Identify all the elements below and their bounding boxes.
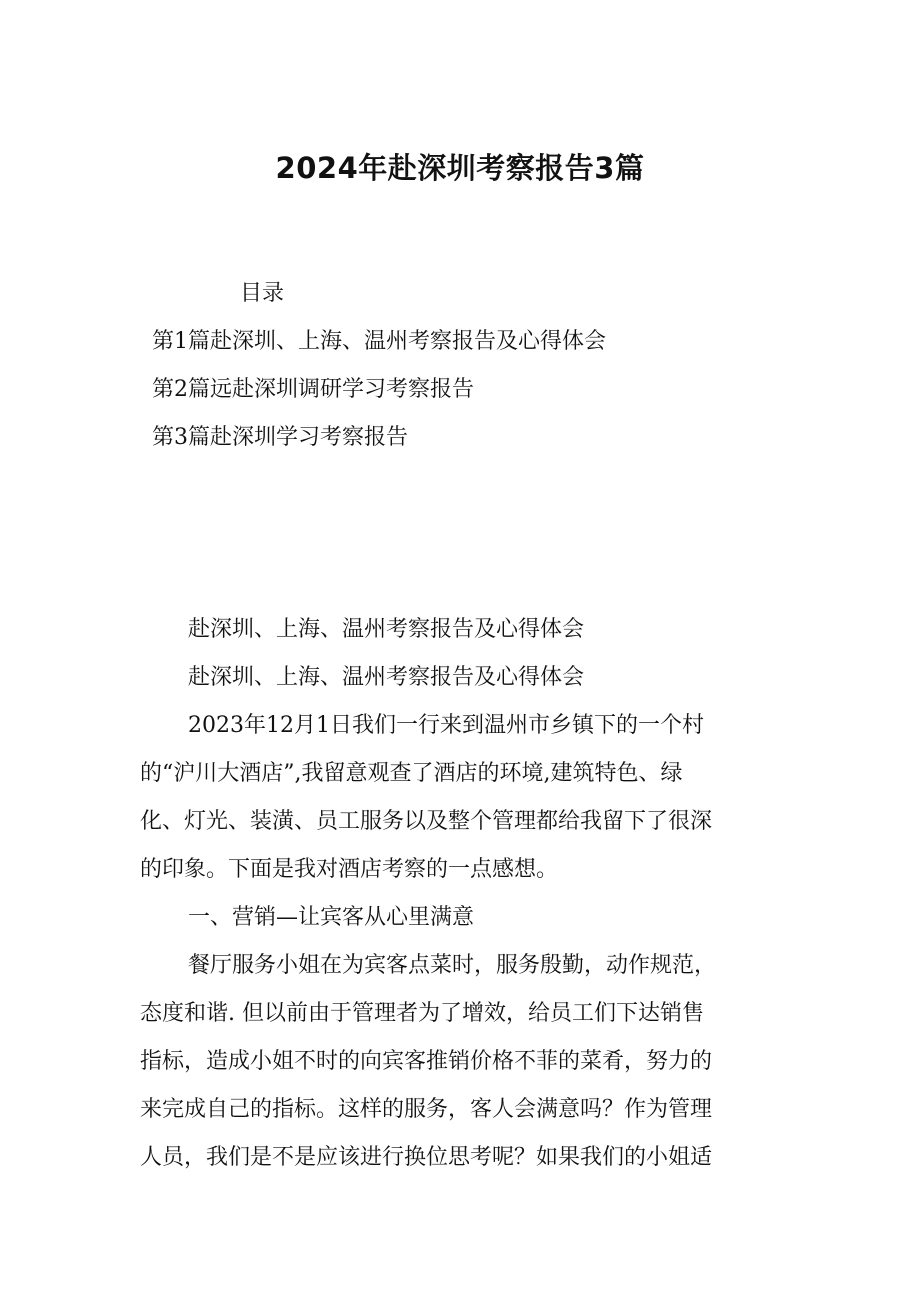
toc-heading: 目录 (240, 281, 285, 306)
section-subtitle: 赴深圳、上海、温州考察报告及心得体会 (188, 665, 585, 690)
paragraph-line: 指标，造成小姐不时的向宾客推销价格不菲的菜肴，努力的 (140, 1049, 713, 1074)
paragraph-line: 化、灯光、装潢、员工服务以及整个管理都给我留下了很深 (140, 809, 713, 834)
paragraph-line: 的印象。下面是我对酒店考察的一点感想。 (140, 857, 559, 882)
paragraph-line: 2023年12月1日我们一行来到温州市乡镇下的一个村 (188, 713, 704, 738)
toc-item-3[interactable]: 第3篇赴深圳学习考察报告 (152, 425, 408, 450)
paragraph-line: 人员，我们是不是应该进行换位思考呢？如果我们的小姐适 (140, 1145, 713, 1170)
paragraph-line: 的“沪川大酒店”,我留意观查了酒店的环境,建筑特色、绿 (140, 761, 683, 786)
toc-item-1[interactable]: 第1篇赴深圳、上海、温州考察报告及心得体会 (152, 329, 606, 354)
table-of-contents (152, 326, 606, 470)
article-body (140, 614, 800, 1190)
paragraph-line: 餐厅服务小姐在为宾客点菜时，服务殷勤，动作规范， (188, 953, 717, 978)
document-title: 2024年赴深圳考察报告3篇 (275, 151, 645, 185)
paragraph-line: 态度和谐. 但以前由于管理者为了增效，给员工们下达销售 (140, 1001, 704, 1026)
toc-item-2[interactable]: 第2篇远赴深圳调研学习考察报告 (152, 377, 474, 402)
subsection-heading: 一、营销—让宾客从心里满意 (188, 905, 475, 930)
section-title: 赴深圳、上海、温州考察报告及心得体会 (188, 617, 585, 642)
paragraph-line: 来完成自己的指标。这样的服务，客人会满意吗？作为管理 (140, 1097, 713, 1122)
